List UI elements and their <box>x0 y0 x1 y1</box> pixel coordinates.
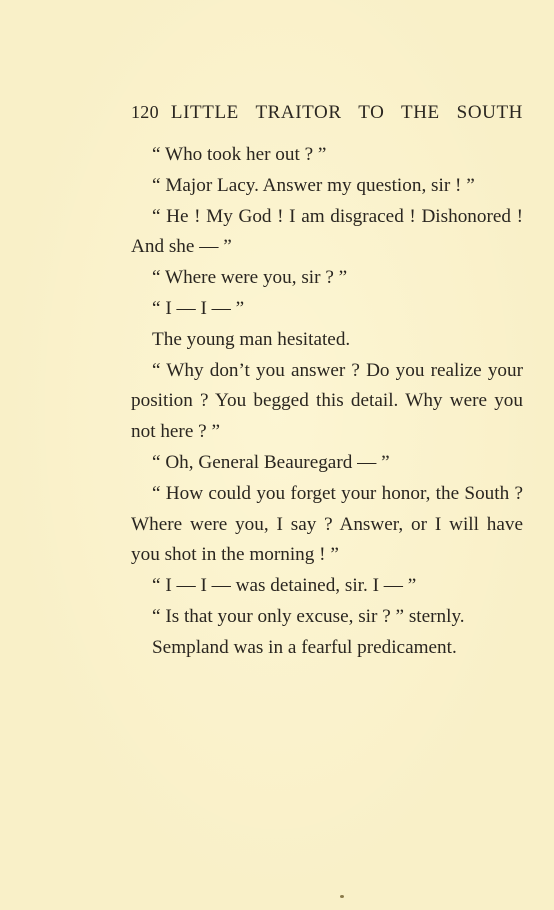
page-number: 120 <box>131 102 159 122</box>
paragraph: “ I — I — ” <box>152 297 245 319</box>
paragraph: “ How could you forget your honor, the South ? Where were you, I say ? Answer, or I will have you shot in the morning ! ” <box>131 482 523 566</box>
page-speck <box>340 895 344 898</box>
paragraph: “ Is that your only excuse, sir ? ” sternly. <box>152 605 465 627</box>
paragraph: “ I — I — was detained, sir. I — ” <box>152 575 417 597</box>
body-text <box>131 140 523 664</box>
paragraph: Sempland was in a fearful predicament. <box>152 636 457 658</box>
running-title: LITTLE TRAITOR TO THE SOUTH <box>170 102 523 123</box>
paragraph: “ He ! My God ! I am disgraced ! Dishonored ! And she — ” <box>131 205 523 258</box>
paragraph: “ Major Lacy. Answer my question, sir ! ” <box>152 174 475 196</box>
paragraph: The young man hesitated. <box>152 328 351 350</box>
page-header <box>131 102 523 124</box>
paragraph: “ Why don’t you answer ? Do you realize your position ? You begged this detail. Why were you not here ? ” <box>131 359 523 443</box>
paragraph: “ Where were you, sir ? ” <box>152 267 348 289</box>
paragraph: “ Oh, General Beauregard — ” <box>152 451 390 473</box>
paragraph: “ Who took her out ? ” <box>152 144 327 165</box>
